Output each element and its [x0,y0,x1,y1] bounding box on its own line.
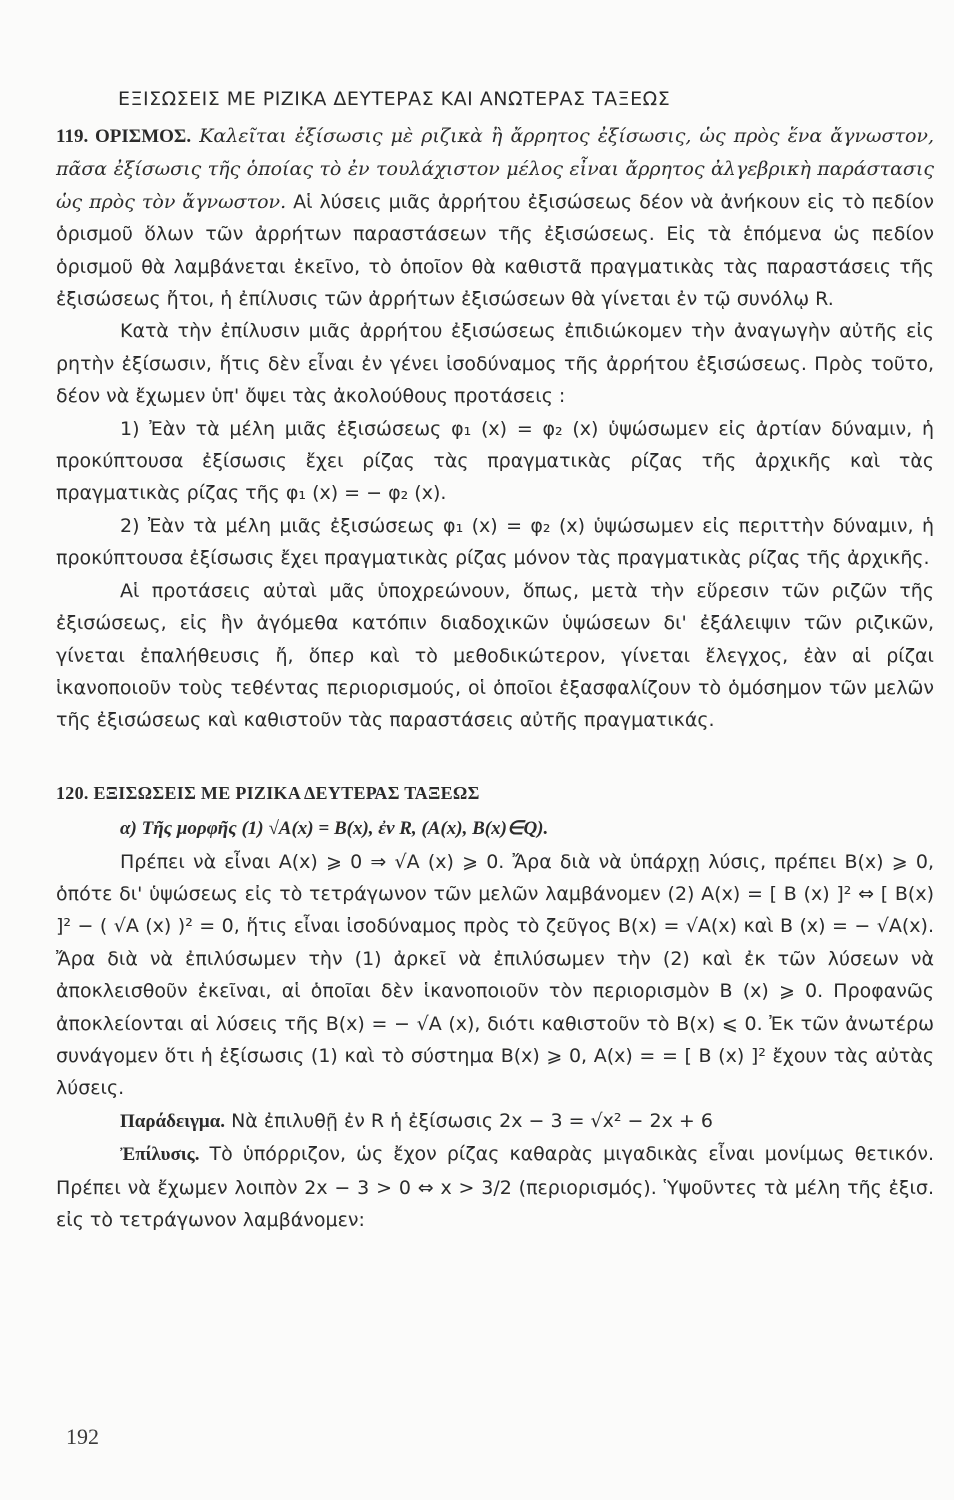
section-119-number: 119. ΟΡΙΣΜΟΣ. [56,126,192,147]
definition-text: Καλεῖται ἐξίσωσις μὲ ριζικὰ ἢ ἄρρητος ἐξίσωσις, ὡς πρὸς ἕνα ἄγνωστον, πᾶσα ἐξίσωσις τῆς ὁποίας τὸ ἐν τουλάχιστον μέλος εἶναι ἄρρητος ἀλγεβρικὴ παράστασις ὡς πρὸς τὸν ἄγνωστον. [56,125,934,213]
example-label: Παράδειγμα. [120,1110,226,1132]
chapter-heading: ΕΞΙΣΩΣΕΙΣ ΜΕ ΡΙΖΙΚΑ ΔΕΥΤΕΡΑΣ ΚΑΙ ΑΝΩΤΕΡΑΣ ΤΑΞΕΩΣ [118,88,671,110]
section-120-title: 120. ΕΞΙΣΩΣΕΙΣ ΜΕ ΡΙΖΙΚΑ ΔΕΥΤΕΡΑΣ ΤΑΞΕΩΣ [56,782,480,803]
method-paragraph: Κατὰ τὴν ἐπίλυσιν μιᾶς ἀρρήτου ἐξισώσεως ἐπιδιώκομεν τὴν ἀναγωγὴν αὐτῆς εἰς ρητὴν ἐξίσωσιν, ἥτις δὲν εἶναι ἐν γένει ἰσοδύναμος τῆς ἀρρήτου ἐξισώσεως. Πρὸς τοῦτο, δέον νὰ ἔχωμεν ὑπ' ὄψει τὰς ἀκολούθους προτάσεις : [56,320,934,408]
solution-text: Τὸ ὑπόρριζον, ὡς ἔχον ρίζας καθαρὰς μιγαδικὰς εἶναι μονίμως θετικόν. Πρέπει νὰ ἔχωμεν λοιπὸν 2x − 3 > 0 ⇔ x > 3/2 (περιορισμός). Ὑψοῦντες τὰ μέλη τῆς ἐξισ. εἰς τὸ τετράγωνον λαμβάνομεν: [56,1143,934,1231]
solution-label: Ἐπίλυσις. [120,1144,200,1166]
form-a-paragraph: Πρέπει νὰ εἶναι A(x) ⩾ 0 ⇒ √A (x) ⩾ 0. Ἄρα διὰ νὰ ὑπάρχῃ λύσις, πρέπει B(x) ⩾ 0, ὁπότε δι' ὑψώσεως εἰς τὸ τετράγωνον τῶν μελῶν λαμβάνομεν (2) A(x) = [ B (x) ]² ⇔ [ B(x) ]² − ( √A (x) )² = 0, ἥτις εἶναι ἰσοδύναμος πρὸς τὸ ζεῦγος B(x) = √A(x) καὶ B (x) = − √A(x). Ἄρα διὰ νὰ ἐπιλύσωμεν τὴν (1) ἀρκεῖ νὰ ἐπιλύσωμεν τὴν (2) καὶ ἐκ τῶν λύσεων νὰ ἀποκλεισθοῦν ἐκεῖναι, αἱ ὁποῖαι δὲν ἱκανοποιοῦν τὸν περιορισμὸν B (x) ⩾ 0. Προφανῶς ἀποκλείονται αἱ λύσεις τῆς B(x) = − √A (x), διότι καθιστοῦν τὸ B(x) ⩽ 0. Ἐκ τῶν ἀνωτέρω συνάγομεν ὅτι ἡ ἐξίσωσις (1) καὶ τὸ σύστημα B(x) ⩾ 0, A(x) = = [ B (x) ]² ἔχουν τὰς αὐτὰς λύσεις. [56,850,934,1100]
form-a-title: α) Τῆς μορφῆς (1) √A(x) = B(x), ἐν R, (A(x), B(x)∈Q). [120,818,549,840]
proposition-2: 2) Ἐὰν τὰ μέλη μιᾶς ἐξισώσεως φ₁ (x) = φ₂ (x) ὑψώσωμεν εἰς περιττὴν δύναμιν, ἡ προκύπτουσα ἐξίσωσις ἔχει πραγματικὰς ρίζας μόνον τὰς πραγματικὰς ρίζας τῆς ἀρχικῆς. [56,514,934,570]
solution-paragraph [56,1138,934,1236]
page-body [56,120,934,1236]
proposition-1: 1) Ἐὰν τὰ μέλη μιᾶς ἐξισώσεως φ₁ (x) = φ₂ (x) ὑψώσωμεν εἰς ἀρτίαν δύναμιν, ἡ προκύπτουσα ἐξίσωσις ἔχει ρίζας τὰς πραγματικὰς ρίζας τῆς ἀρχικῆς καὶ τὰς πραγματικὰς ρίζας τῆς φ₁ (x) = − φ₂ (x). [56,417,934,505]
example-text: Νὰ ἐπιλυθῇ ἐν R ἡ ἐξίσωσις 2x − 3 = √x² − 2x + 6 [231,1109,713,1132]
verification-paragraph: Αἱ προτάσεις αὐταὶ μᾶς ὑποχρεώνουν, ὅπως, μετὰ τὴν εὕρεσιν τῶν ριζῶν τῆς ἐξισώσεως, εἰς ἣν ἀγόμεθα κατόπιν διαδοχικῶν ὑψώσεων δι' ἐξάλειψιν τῶν ριζικῶν, γίνεται ἐπαλήθευσις ἤ, ὅπερ καὶ τὸ μεθοδικώτερον, γίνεται ἔλεγχος, ἐὰν αἱ ρίζαι ἱκανοποιοῦν τοὺς τεθέντας περιορισμούς, οἱ ὁποῖοι ἐξασφαλίζουν τὸ ὁμόσημον τῶν μελῶν τῆς ἐξισώσεως καὶ καθιστοῦν τὰς παραστάσεις αὐτῆς πραγματικάς. [56,579,934,732]
domain-text: Αἱ λύσεις μιᾶς ἀρρήτου ἐξισώσεως δέον νὰ ἀνήκουν εἰς τὸ πεδίον ὁρισμοῦ ὅλων τῶν ἀρρήτων παραστάσεων τῆς ἐξισώσεως. Εἰς τὰ ἑπόμενα ὡς πεδίον ὁρισμοῦ θὰ λαμβάνεται ἐκεῖνο, τὸ ὁποῖον θὰ καθιστᾶ πραγματικὰς τὰς παραστάσεις τῆς ἐξισώσεως ἤτοι, ἡ ἐπίλυσις τῶν ἀρρήτων ἐξισώσεων θὰ γίνεται ἐν τῷ συνόλῳ R. [56,190,934,311]
section-119-definition-paragraph [56,120,934,315]
example-paragraph [56,1105,934,1138]
page-number: 192 [66,1424,99,1449]
